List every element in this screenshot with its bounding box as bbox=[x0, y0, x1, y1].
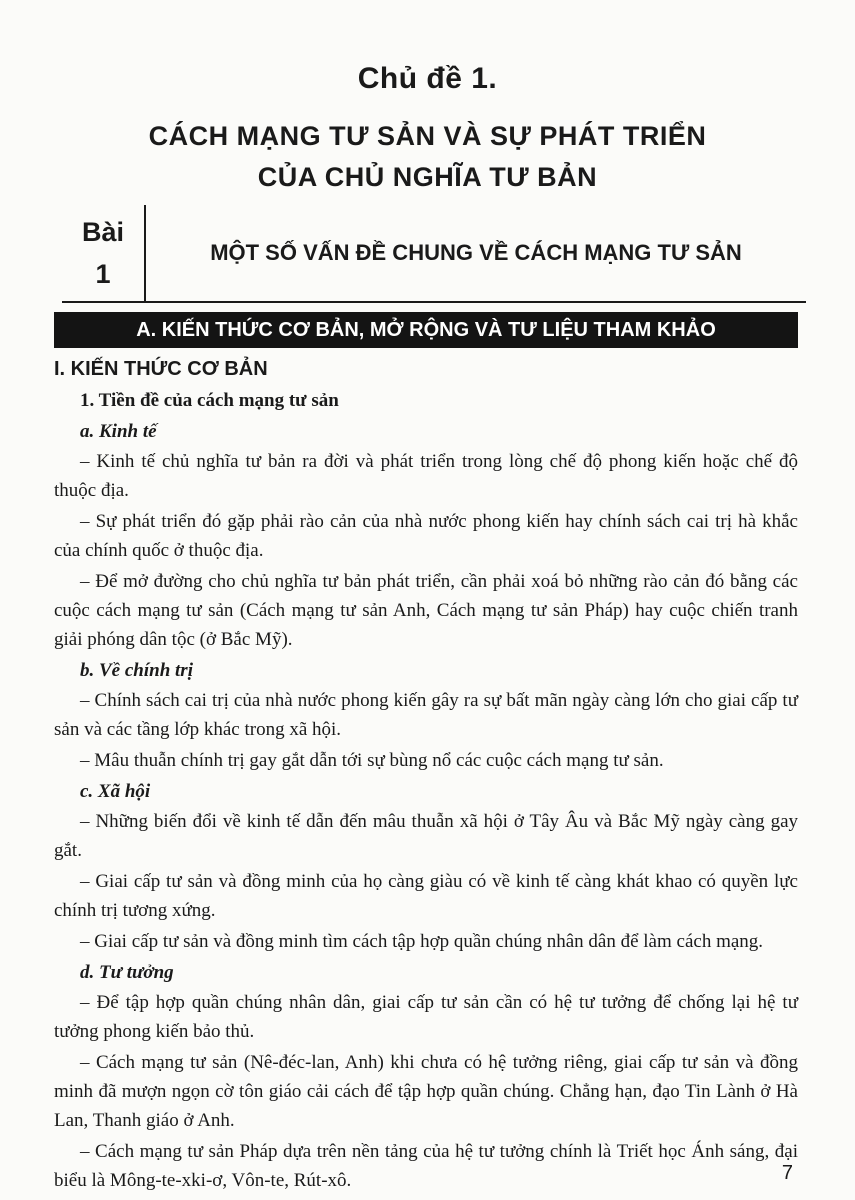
paragraph: – Cách mạng tư sản Pháp dựa trên nền tảng của hệ tư tưởng chính là Triết học Ánh sáng, đại biểu là Mông-te-xki-ơ, Vôn-te, Rút-xô. bbox=[54, 1141, 798, 1191]
paragraph: – Để tập hợp quần chúng nhân dân, giai cấp tư sản cần có hệ tư tưởng để chống lại hệ tư tưởng phong kiến bảo thủ. bbox=[54, 992, 798, 1042]
chapter-title-line1: CÁCH MẠNG TƯ SẢN VÀ SỰ PHÁT TRIỂN bbox=[148, 121, 707, 151]
chapter-title-line2: CỦA CHỦ NGHĨA TƯ BẢN bbox=[257, 162, 598, 192]
heading-basic-knowledge: I. KIẾN THỨC CƠ BẢN bbox=[54, 358, 268, 380]
page-number: 7 bbox=[781, 1162, 793, 1184]
heading-premises: 1. Tiền đề của cách mạng tư sản bbox=[80, 390, 339, 411]
paragraph: – Giai cấp tư sản và đồng minh của họ càng giàu có về kinh tế càng khát khao có quyền lực chính trị tương xứng. bbox=[54, 871, 798, 921]
paragraph: – Để mở đường cho chủ nghĩa tư bản phát triển, cần phải xoá bỏ những rào cản đó bằng các cuộc cách mạng tư sản (Cách mạng tư sản Anh, Cách mạng tư sản Pháp) hay cuộc chiến tranh giải phóng dân tộc (ở Bắc Mỹ). bbox=[54, 571, 798, 650]
lesson-number-box bbox=[62, 205, 146, 301]
paragraph: – Giai cấp tư sản và đồng minh tìm cách tập hợp quần chúng nhân dân để làm cách mạng. bbox=[80, 931, 764, 952]
paragraph: – Mâu thuẫn chính trị gay gắt dẫn tới sự bùng nổ các cuộc cách mạng tư sản. bbox=[80, 750, 664, 771]
paragraph: – Chính sách cai trị của nhà nước phong kiến gây ra sự bất mãn ngày càng lớn cho giai cấp tư sản và các tầng lớp khác trong xã hội. bbox=[54, 690, 798, 740]
lesson-label: Bài bbox=[81, 217, 125, 247]
subheading-economy: a. Kinh tế bbox=[80, 421, 157, 442]
paragraph: – Kinh tế chủ nghĩa tư bản ra đời và phát triển trong lòng chế độ phong kiến hoặc chế độ thuộc địa. bbox=[54, 451, 798, 501]
topic-heading: Chủ đề 1. bbox=[357, 62, 498, 95]
subheading-politics: b. Về chính trị bbox=[80, 660, 193, 681]
lesson-number: 1 bbox=[95, 259, 111, 289]
lesson-header bbox=[62, 205, 806, 303]
paragraph: – Cách mạng tư sản (Nê-đéc-lan, Anh) khi chưa có hệ tưởng riêng, giai cấp tư sản và đồng minh đã mượn ngọn cờ tôn giáo cải cách để tập hợp quần chúng. Chẳng hạn, đạo Tin Lành ở Hà Lan, Thanh giáo ở Anh. bbox=[54, 1052, 798, 1131]
paragraph: – Sự phát triển đó gặp phải rào cản của nhà nước phong kiến hay chính sách cai trị hà khắc của chính quốc ở thuộc địa. bbox=[54, 511, 798, 561]
chapter-title bbox=[0, 116, 855, 198]
subheading-ideology: d. Tư tưởng bbox=[80, 962, 174, 983]
subheading-society: c. Xã hội bbox=[80, 781, 151, 802]
main-content bbox=[54, 355, 798, 1197]
lesson-title: MỘT SỐ VẤN ĐỀ CHUNG VỀ CÁCH MẠNG TƯ SẢN bbox=[210, 240, 742, 265]
paragraph: – Những biến đổi về kinh tế dẫn đến mâu thuẫn xã hội ở Tây Âu và Bắc Mỹ ngày càng gay gắt. bbox=[54, 811, 798, 861]
section-banner: A. KIẾN THỨC CƠ BẢN, MỞ RỘNG VÀ TƯ LIỆU THAM KHẢO bbox=[54, 312, 798, 348]
